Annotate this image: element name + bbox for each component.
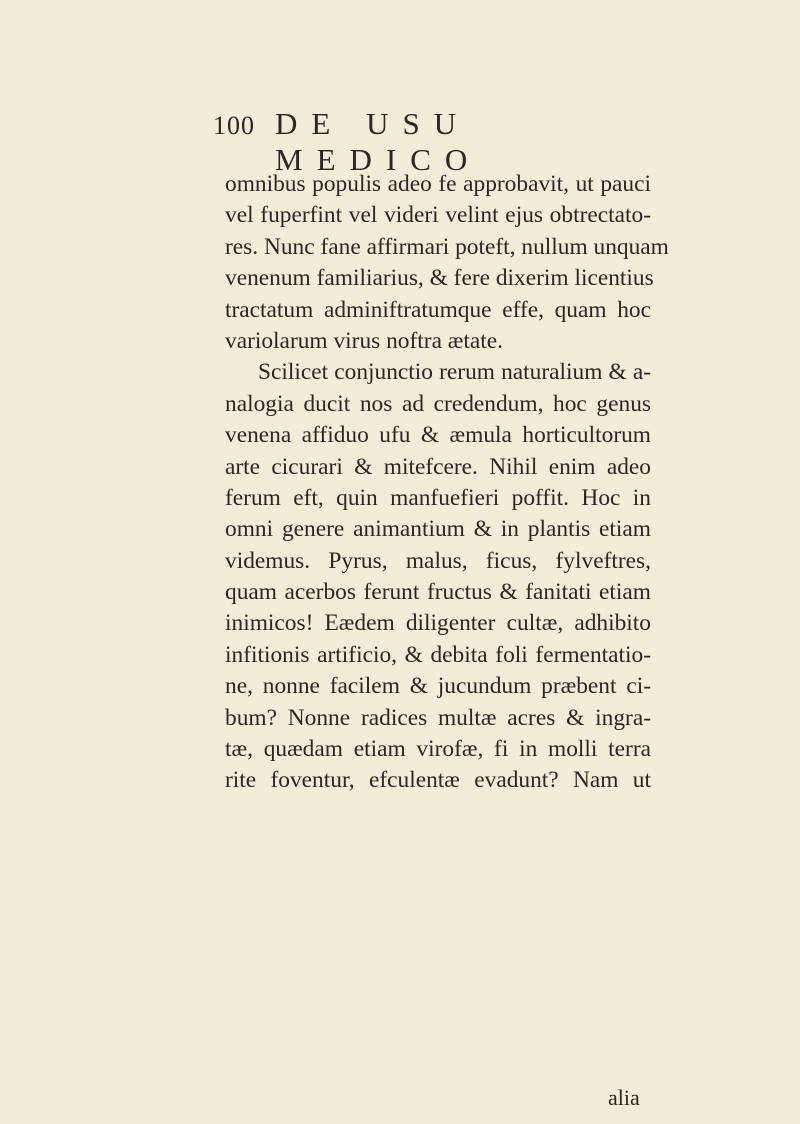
text-line: vel fuperfint vel videri velint ejus obtrectato-: [225, 202, 651, 229]
text-line: bum? Nonne radices multæ acres & ingra-: [225, 704, 651, 731]
text-line: res. Nunc fane affirmari poteft, nullum unquam: [225, 233, 669, 260]
text-line: omnibus populis adeo fe approbavit, ut pauci: [225, 171, 651, 197]
text-line: tractatum adminiftratumque effe, quam hoc: [225, 296, 651, 323]
page-header: [213, 106, 673, 177]
text-line: infitionis artificio, & debita foli fermentatio-: [225, 641, 651, 668]
text-line: videmus. Pyrus, malus, ficus, fylveftres,: [225, 547, 651, 574]
page-number: 100: [213, 111, 255, 140]
body-text: [225, 169, 669, 797]
text-line: venena affiduo ufu & æmula horticultorum: [225, 422, 651, 449]
text-line: nalogia ducit nos ad credendum, hoc genus: [225, 390, 651, 417]
text-line: ne, nonne facilem & jucundum præbent ci-: [225, 673, 651, 700]
text-line: variolarum virus noftra ætate.: [225, 327, 504, 354]
text-line: ferum eft, quin manfuefieri poffit. Hoc in: [225, 484, 651, 511]
text-line: omni genere animantium & in plantis etiam: [225, 516, 651, 543]
catchword: alia: [608, 1085, 640, 1110]
text-line: Scilicet conjunctio rerum naturalium & a-: [258, 359, 651, 386]
text-line: tæ, quædam etiam virofæ, fi in molli terra: [225, 736, 651, 763]
text-line: arte cicurari & mitefcere. Nihil enim adeo: [225, 453, 651, 480]
text-line: quam acerbos ferunt fructus & fanitati etiam: [225, 579, 651, 606]
text-line: inimicos! Eædem diligenter cultæ, adhibito: [225, 610, 651, 637]
text-line: rite foventur, efculentæ evadunt? Nam ut: [225, 767, 651, 794]
text-line: venenum familiarius, & fere dixerim licentius: [225, 265, 654, 292]
running-title: DE USU MEDICO: [275, 106, 482, 177]
